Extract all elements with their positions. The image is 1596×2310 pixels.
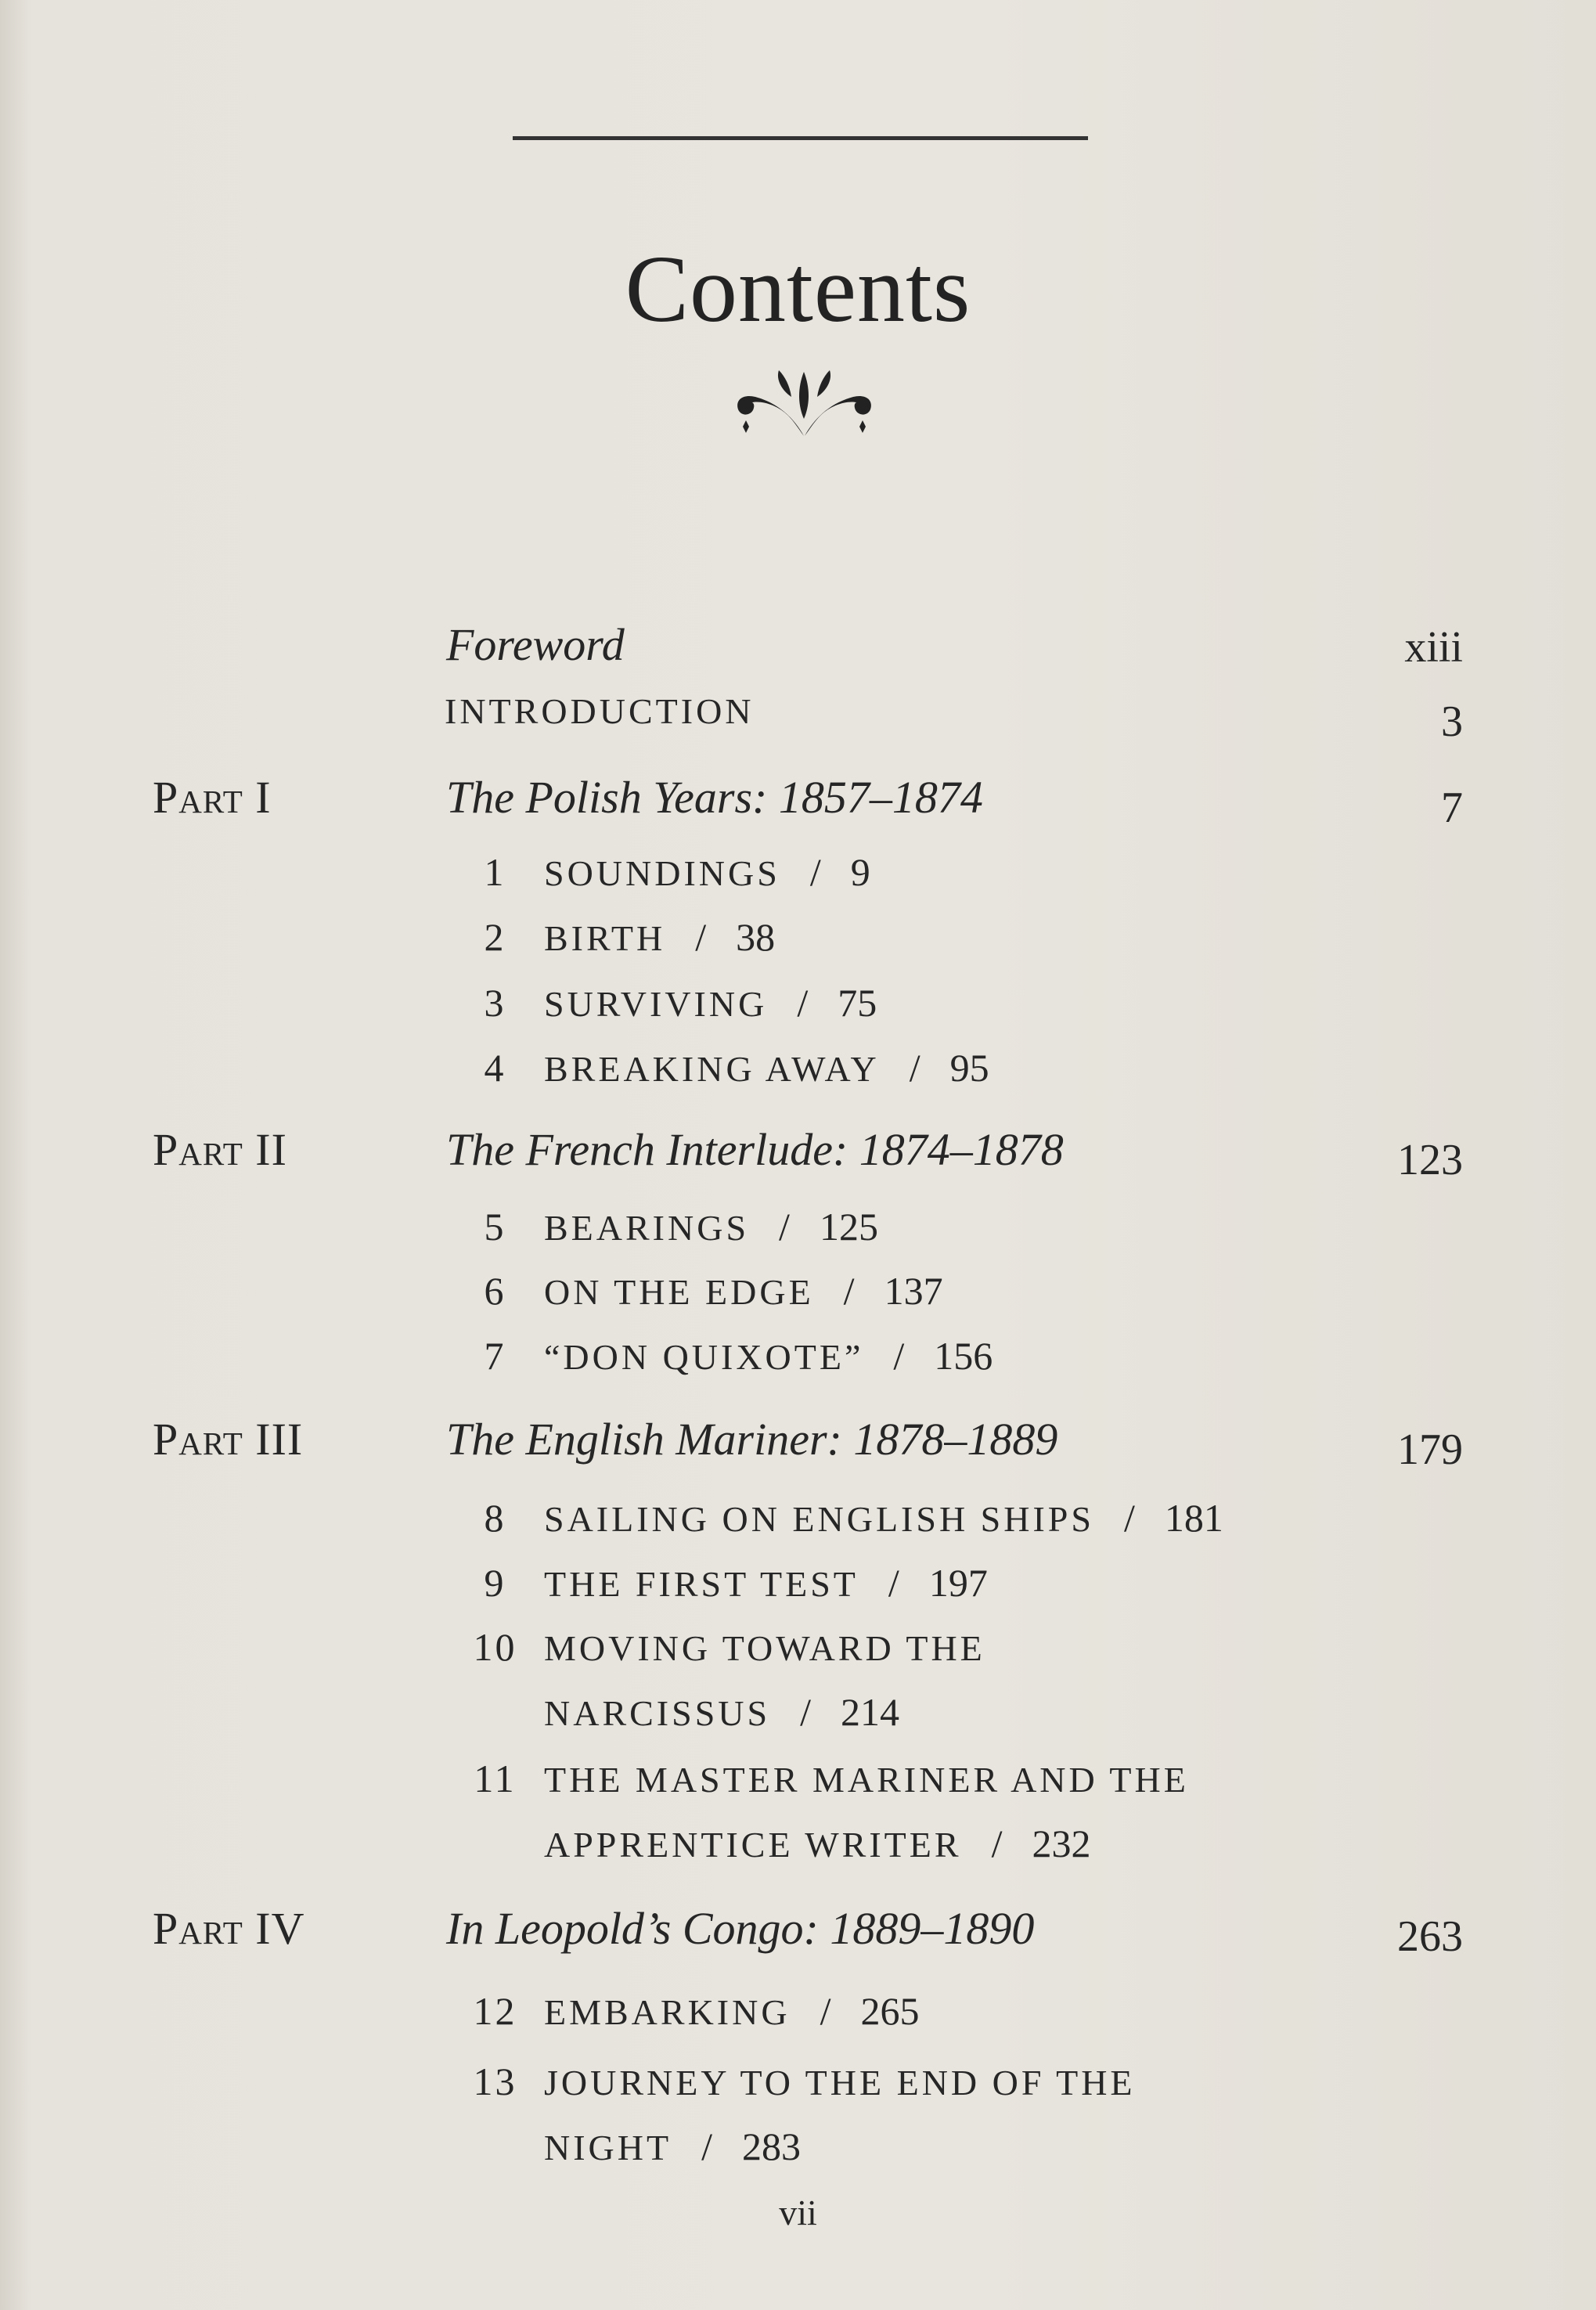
- chapter-entry: [446, 1333, 993, 1378]
- chapter-number: 11: [474, 1757, 517, 1800]
- chapter-page: 156: [934, 1334, 993, 1378]
- chapter-page: 75: [838, 981, 877, 1025]
- chapter-entry: [446, 1045, 989, 1090]
- part-label: Part IV: [153, 1903, 305, 1954]
- chapter-page: 95: [949, 1046, 989, 1090]
- chapter-page: 137: [884, 1269, 943, 1313]
- chapter-title: THE FIRST TEST: [544, 1564, 859, 1604]
- chapter-separator: /: [888, 1561, 899, 1605]
- introduction-label: INTRODUCTION: [445, 691, 755, 731]
- chapter-separator: /: [893, 1334, 905, 1378]
- chapter-entry-continued: [544, 1689, 899, 1735]
- chapter-page: 181: [1164, 1496, 1223, 1540]
- chapter-entry: [446, 1204, 878, 1249]
- chapter-title: NARCISSUS: [544, 1693, 771, 1733]
- chapter-number: 2: [484, 915, 506, 959]
- chapter-number: 6: [484, 1269, 506, 1313]
- chapter-title: BIRTH: [544, 918, 666, 958]
- chapter-title: MOVING TOWARD THE: [544, 1628, 985, 1668]
- foreword-label: Foreword: [446, 619, 625, 670]
- chapter-separator: /: [820, 1989, 831, 2033]
- chapter-separator: /: [695, 915, 707, 959]
- chapter-title: “DON QUIXOTE”: [544, 1337, 864, 1377]
- chapter-page: 38: [736, 915, 776, 959]
- part-title: The English Mariner: 1878–1889: [446, 1414, 1058, 1465]
- chapter-entry: [446, 1495, 1223, 1541]
- part-label: Part III: [153, 1414, 304, 1465]
- chapter-entry: [446, 914, 775, 960]
- chapter-entry: [446, 1268, 943, 1314]
- chapter-separator: /: [800, 1690, 811, 1734]
- chapter-title: SURVIVING: [544, 984, 768, 1024]
- chapter-number: 12: [473, 1989, 517, 2033]
- chapter-title: JOURNEY TO THE END OF THE: [544, 2063, 1136, 2103]
- chapter-entry: [446, 1560, 988, 1605]
- chapter-number: 8: [484, 1496, 506, 1540]
- part-label: Part I: [153, 772, 272, 823]
- chapter-entry: [446, 2059, 1136, 2104]
- chapter-page: 9: [850, 850, 870, 894]
- chapter-entry-continued: [544, 2124, 801, 2169]
- chapter-entry: [446, 1756, 1189, 1801]
- chapter-entry: [446, 1988, 919, 2034]
- chapter-title: ON THE EDGE: [544, 1272, 814, 1312]
- fleuron-ornament-icon: [732, 364, 877, 442]
- part-title: In Leopold’s Congo: 1889–1890: [446, 1903, 1035, 1954]
- part-page: 123: [1397, 1136, 1463, 1184]
- chapter-number: 4: [484, 1046, 506, 1090]
- chapter-page: 214: [841, 1690, 899, 1734]
- chapter-title: EMBARKING: [544, 1992, 791, 2032]
- chapter-separator: /: [909, 1046, 920, 1090]
- chapter-separator: /: [1123, 1496, 1135, 1540]
- chapter-title: BREAKING AWAY: [544, 1049, 880, 1089]
- chapter-number: 3: [484, 981, 506, 1025]
- chapter-page: 197: [928, 1561, 988, 1605]
- chapter-title: SOUNDINGS: [544, 853, 780, 893]
- chapter-separator: /: [991, 1822, 1003, 1865]
- chapter-number: 9: [484, 1561, 506, 1605]
- chapter-separator: /: [779, 1205, 790, 1249]
- chapter-title: THE MASTER MARINER AND THE: [544, 1760, 1189, 1800]
- chapter-number: 7: [484, 1334, 506, 1378]
- part-page: 263: [1397, 1912, 1463, 1961]
- chapter-entry: [446, 1624, 985, 1670]
- chapter-entry-continued: [544, 1821, 1090, 1866]
- page-title: Contents: [625, 236, 971, 342]
- chapter-number: 10: [473, 1625, 517, 1669]
- chapter-title: NIGHT: [544, 2128, 672, 2168]
- top-rule: [513, 136, 1088, 140]
- chapter-number: 5: [484, 1205, 506, 1249]
- chapter-entry: [446, 849, 870, 895]
- chapter-title: APPRENTICE WRITER: [544, 1825, 962, 1865]
- part-title: The French Interlude: 1874–1878: [446, 1124, 1064, 1175]
- chapter-separator: /: [809, 850, 821, 894]
- chapter-page: 283: [741, 2124, 801, 2168]
- chapter-page: 125: [819, 1205, 878, 1249]
- chapter-entry: [446, 980, 877, 1025]
- chapter-separator: /: [843, 1269, 855, 1313]
- chapter-page: 232: [1032, 1822, 1091, 1865]
- part-label: Part II: [153, 1124, 287, 1175]
- chapter-page: 265: [860, 1989, 920, 2033]
- part-page: 7: [1441, 784, 1463, 832]
- chapter-separator: /: [701, 2124, 712, 2168]
- chapter-number: 13: [473, 2060, 517, 2103]
- chapter-title: BEARINGS: [544, 1208, 750, 1248]
- introduction-page: 3: [1441, 697, 1463, 746]
- chapter-number: 1: [484, 850, 506, 894]
- part-title: The Polish Years: 1857–1874: [446, 772, 983, 823]
- part-page: 179: [1397, 1425, 1463, 1474]
- chapter-title: SAILING ON ENGLISH SHIPS: [544, 1499, 1094, 1539]
- foreword-page: xiii: [1404, 623, 1463, 672]
- chapter-separator: /: [797, 981, 809, 1025]
- page-number: vii: [779, 2193, 817, 2233]
